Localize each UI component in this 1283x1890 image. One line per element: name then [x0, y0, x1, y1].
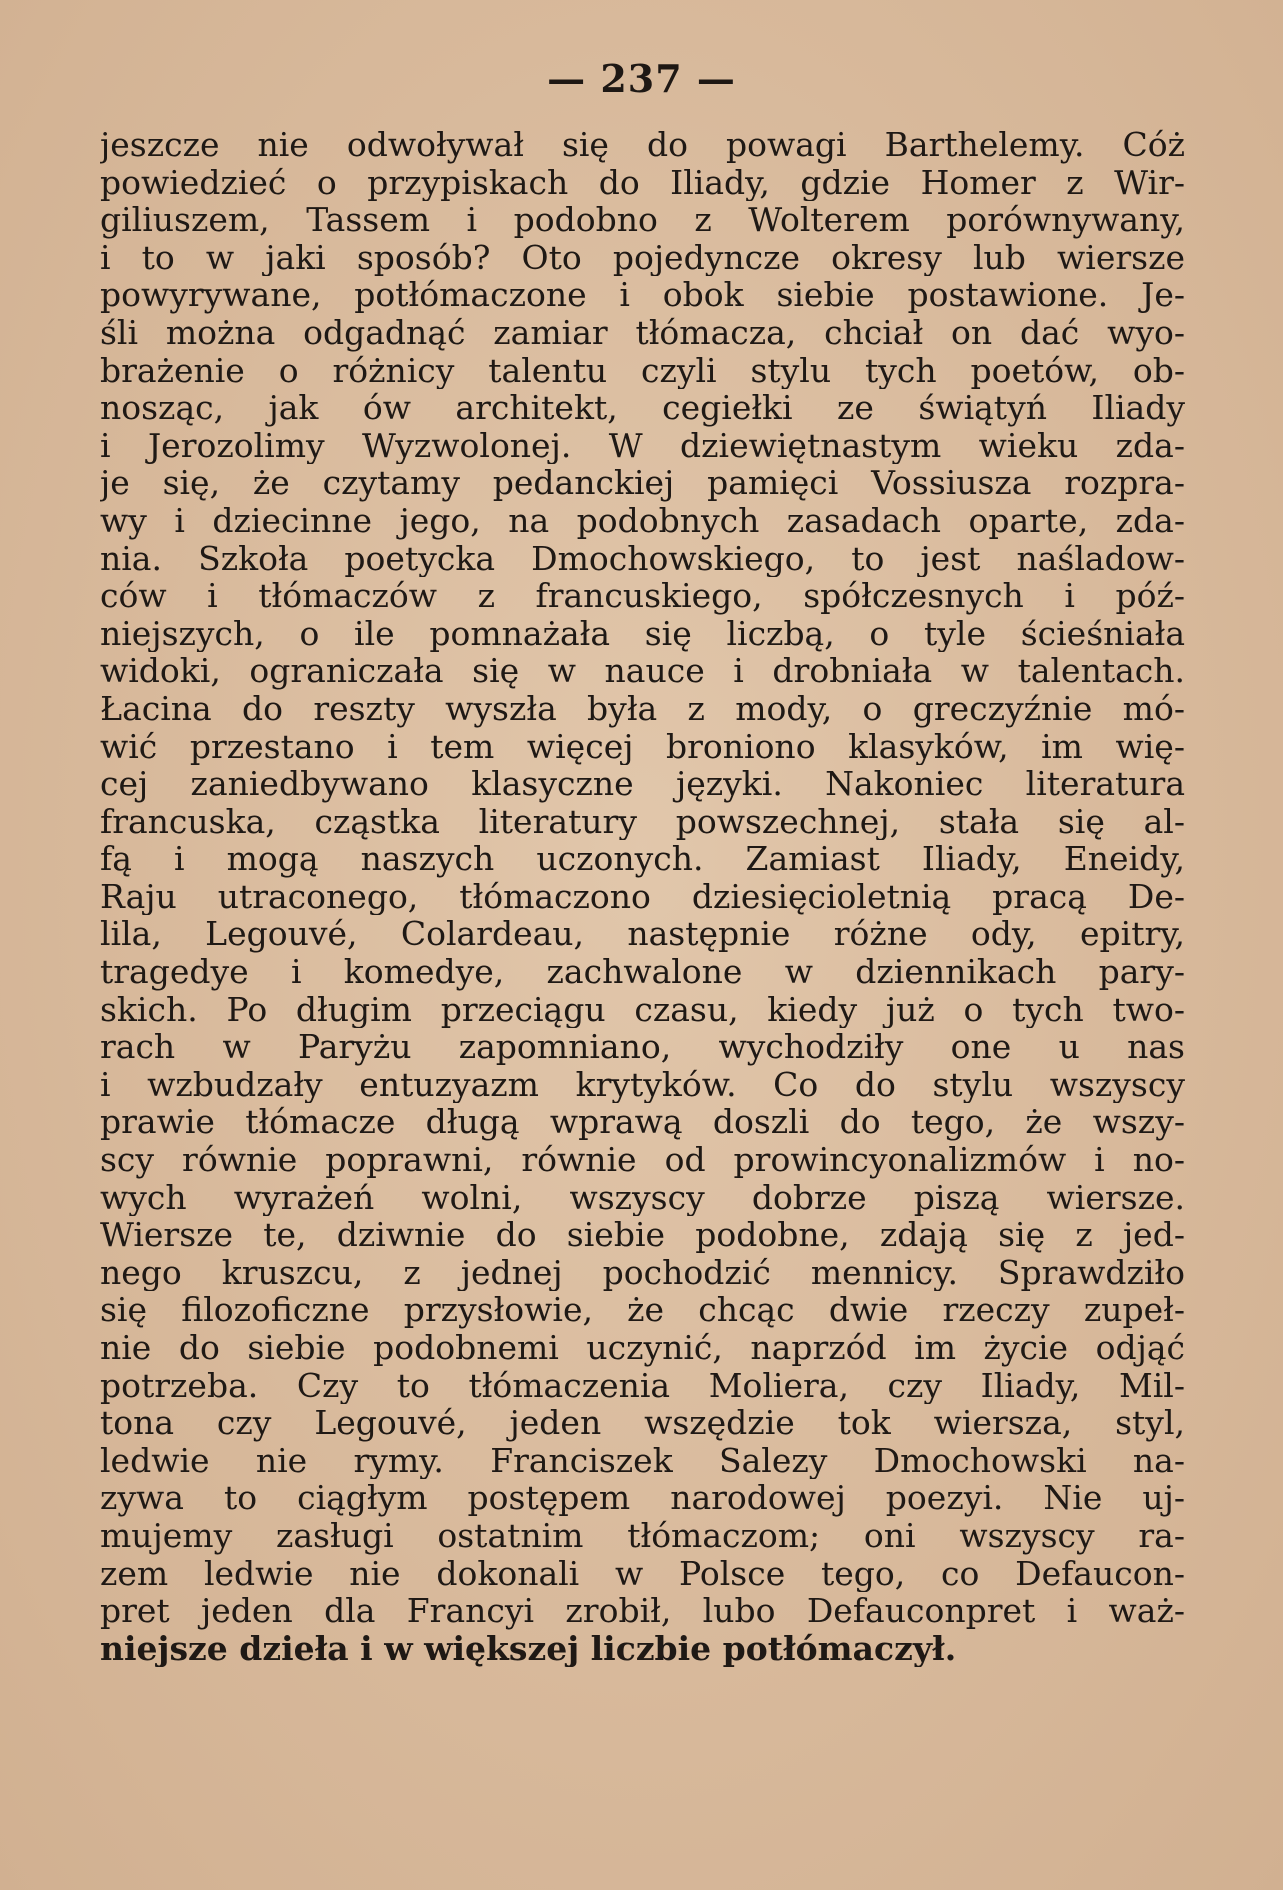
text-line: skich. Po długim przeciągu czasu, kiedy już o tych two- — [100, 990, 1185, 1029]
text-line: zywa to ciągłym postępem narodowej poezyi. Nie uj- — [100, 1479, 1185, 1517]
text-line: widoki, ograniczała się w nauce i drobniała w talentach. — [100, 652, 1185, 690]
text-line: nosząc, jak ów architekt, cegiełki ze świątyń Iliady — [100, 389, 1185, 427]
text-line: ledwie nie rymy. Franciszek Salezy Dmochowski na- — [100, 1441, 1185, 1480]
text-line: i wzbudzały entuzyazm krytyków. Co do stylu wszyscy — [100, 1065, 1185, 1104]
text-line: rach w Paryżu zapomniano, wychodziły one u nas — [100, 1028, 1185, 1066]
text-line: wić przestano i tem więcej broniono klasyków, im wię- — [100, 727, 1185, 766]
text-line: nie do siebie podobnemi uczynić, naprzód im życie odjąć — [100, 1329, 1185, 1367]
text-line: i to w jaki sposób? Oto pojedyncze okresy lub wiersze — [100, 238, 1185, 277]
text-line: prawie tłómacze długą wprawą doszli do tego, że wszy- — [100, 1103, 1185, 1142]
text-line: wych wyrażeń wolni, wszyscy dobrze piszą wiersze. — [100, 1178, 1185, 1217]
text-line: niejsze dzieła i w większej liczbie potłómaczył. — [100, 1629, 957, 1668]
text-line: pret jeden dla Francyi zrobił, lubo Defauconpret i waż- — [100, 1592, 1185, 1630]
text-line: niejszych, o ile pomnażała się liczbą, o tyle ścieśniała — [100, 614, 1185, 653]
text-line: nia. Szkoła poetycka Dmochowskiego, to jest naśladow- — [100, 539, 1185, 578]
text-line: scy równie poprawni, równie od prowincyonalizmów i no- — [100, 1141, 1185, 1179]
text-line: jeszcze nie odwoływał się do powagi Barthelemy. Cóż — [100, 126, 1185, 164]
text-line: giliuszem, Tassem i podobno z Wolterem porównywany, — [100, 201, 1185, 239]
text-line: fą i mogą naszych uczonych. Zamiast Iliady, Eneidy, — [100, 840, 1185, 878]
text-line: cej zaniedbywano klasyczne języki. Nakoniec literatura — [100, 765, 1185, 803]
text-line: powyrywane, potłómaczone i obok siebie postawione. Je- — [100, 276, 1185, 314]
text-line: i Jerozolimy Wyzwolonej. W dziewiętnastym wieku zda- — [100, 426, 1185, 465]
text-line: mujemy zasługi ostatnim tłómaczom; oni wszyscy ra- — [100, 1516, 1185, 1555]
text-line: potrzeba. Czy to tłómaczenia Moliera, czy Iliady, Mil- — [100, 1366, 1185, 1405]
text-line: Łacina do reszty wyszła była z mody, o greczyźnie mó- — [100, 689, 1185, 728]
text-line: Wiersze te, dziwnie do siebie podobne, zdają się z jed- — [100, 1216, 1185, 1254]
text-line: francuska, cząstka literatury powszechnej, stała się al- — [100, 802, 1185, 841]
text-line: lila, Legouvé, Colardeau, następnie różne ody, epitry, — [100, 915, 1185, 954]
text-line: tragedye i komedye, zachwalone w dziennikach pary- — [100, 953, 1185, 991]
text-line: Raju utraconego, tłómaczono dziesięcioletnią pracą De- — [100, 877, 1185, 916]
text-line: nego kruszcu, z jednej pochodzić mennicy. Sprawdziło — [100, 1253, 1185, 1292]
text-line: brażenie o różnicy talentu czyli stylu tych poetów, ob- — [100, 351, 1185, 390]
text-line: powiedzieć o przypiskach do Iliady, gdzie Homer z Wir- — [100, 163, 1185, 202]
text-line: ców i tłómaczów z francuskiego, spółczesnych i póź- — [100, 577, 1185, 615]
text-line: wy i dziecinne jego, na podobnych zasadach oparte, zda- — [100, 501, 1185, 540]
text-line: tona czy Legouvé, jeden wszędzie tok wiersza, styl, — [100, 1404, 1185, 1442]
page-number: — 237 — — [547, 56, 736, 101]
text-line: się filozoficzne przysłowie, że chcąc dwie rzeczy zupeł- — [100, 1291, 1185, 1329]
text-line: je się, że czytamy pedanckiej pamięci Vossiusza rozpra- — [100, 464, 1185, 502]
body-text — [100, 126, 1185, 1667]
text-line: śli można odgadnąć zamiar tłómacza, chciał on dać wyo- — [100, 313, 1185, 352]
text-line: zem ledwie nie dokonali w Polsce tego, co Defaucon- — [100, 1554, 1185, 1593]
